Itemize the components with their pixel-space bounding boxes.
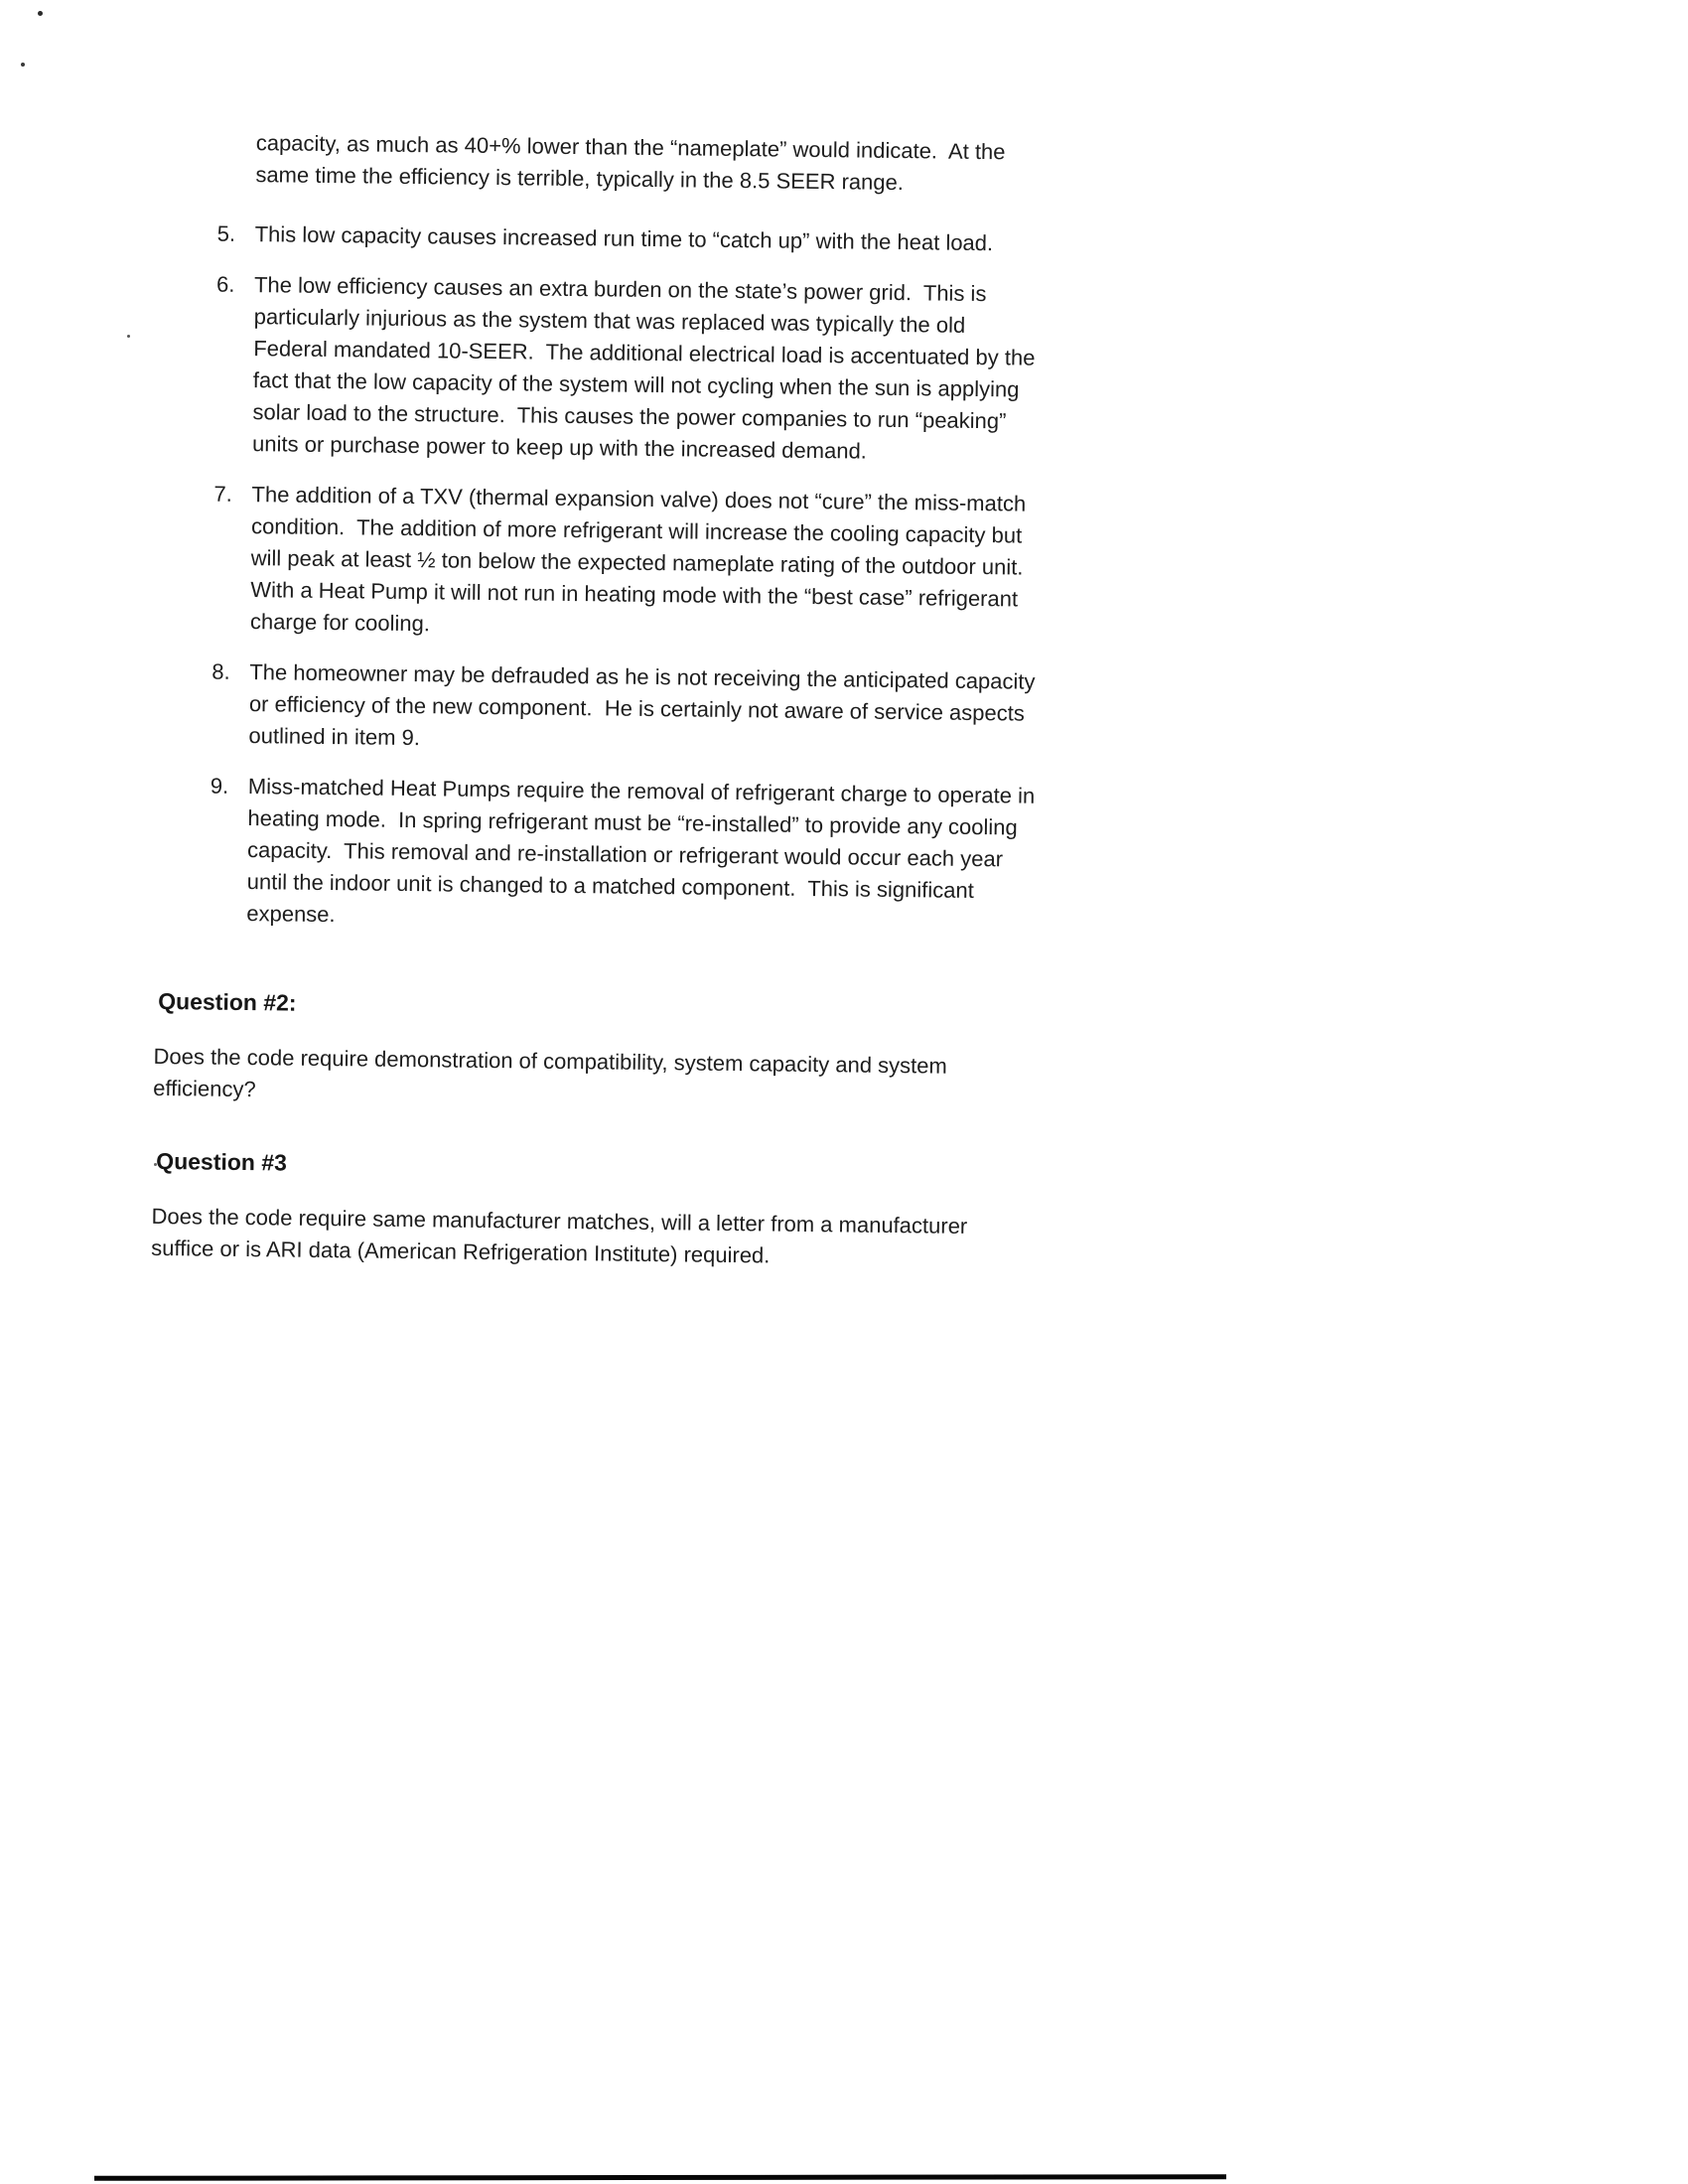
numbered-list [0,216,1687,947]
list-item-text: The addition of a TXV (thermal expansion valve) does not “cure” the miss-match condition. The addition of more refrigerant will increase the cooling capacity but will peak at least ½ ton below the expected nameplate rating of the outdoor unit. With a Heat Pump it will not run in heating mode with the “best case” refrigerant charge for cooling. [249,482,1036,637]
scan-speck [38,11,43,16]
list-item-6 [214,269,1043,470]
list-item-text: The homeowner may be defrauded as he is not receiving the anticipated capacity or efficiency of the new component. He is certainly not aware of service aspects outlined in item 9. [248,659,1042,751]
list-item-number: 8. [211,658,230,684]
list-item-text: Miss-matched Heat Pumps require the removal of refrigerant charge to operate in heating mode. In spring refrigerant must be “re-installed” to provide any cooling capacity. This removal and re-installation or refrigerant would occur each year until the indoor unit is changed to a matched component. This is significant expense. [246,774,1042,928]
question-3-body: Does the code require same manufacturer matches, will a letter from a manufacturer suffice or is ARI data (American Refrigeration Institute) required. [151,1203,974,1268]
list-item-7 [212,479,1041,648]
list-item-number: 7. [213,481,232,507]
continued-paragraph: capacity, as much as 40+% lower than the “nameplate” would indicate. At the same time the efficiency is terrible, typically in the 8.5 SEER range. [255,130,1012,196]
list-item-9 [209,771,1042,940]
question-2-heading: Question #2: [158,987,297,1016]
list-item-5 [216,218,1043,260]
list-item-number: 6. [215,271,235,297]
list-item-text: This low capacity causes increased run time to “catch up” with the heat load. [254,221,994,256]
scan-speck [21,63,25,67]
scan-edge-line [94,2174,1226,2181]
questions-section [151,988,984,1274]
document-content [0,124,1688,1327]
question-2-body: Does the code require demonstration of compatibility, system capacity and system efficiency? [153,1043,954,1102]
list-item-text: The low efficiency causes an extra burden on the state’s power grid. This is particularly injurious as the system that was replaced was typically the old Federal mandated 10-SEER. The additional electrical load is accentuated by the fact that the low capacity of the system will not cycling when the sun is applying solar load to the structure. This causes the power companies to run “peaking” units or purchase power to keep up with the increased demand. [251,272,1042,464]
list-item-number: 9. [210,773,229,799]
list-item-number: 5. [216,220,236,246]
list-item-8 [211,656,1042,762]
question-3-heading: Question #3 [156,1147,288,1176]
